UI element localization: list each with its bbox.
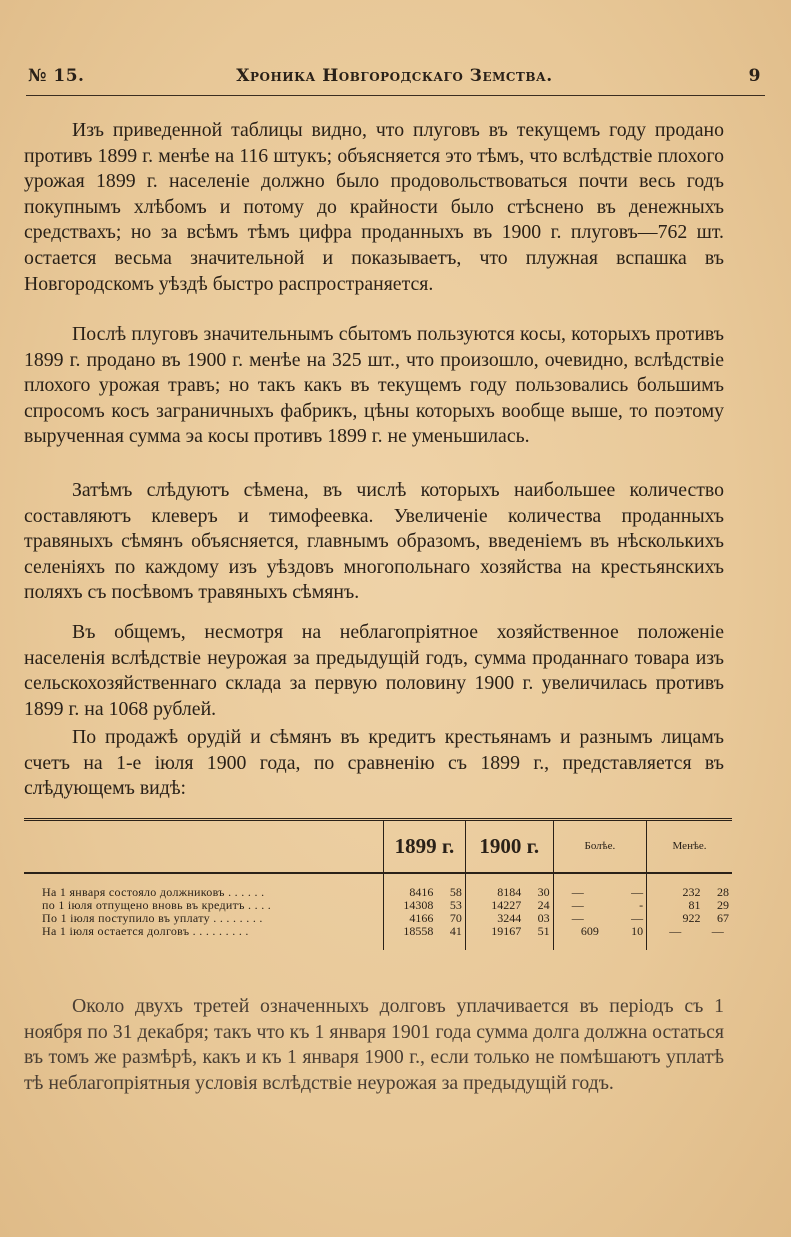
header-1900: 1900 г. [465,820,553,873]
cell-1900-rub: 14227 [465,899,524,912]
page-number: 9 [748,66,761,86]
paragraph-5 [24,725,724,802]
header-empty [24,820,384,873]
paragraph-text: Затѣмъ слѣдуютъ сѣмена, въ числѣ которыхъ наибольшее количество составляютъ клеверъ и тимофеевка. Увеличеніе количества проданныхъ травяныхъ сѣмянъ объясняется, главнымъ образомъ, введеніемъ въ нѣсколькихъ селеніяхъ по каждому изъ уѣздовъ многопольнаго хозяйства на крестьянскихъ поляхъ съ посѣвомъ травяныхъ сѣмянъ. [24,479,724,604]
row-label: На 1 іюля остается долговъ . . . . . . . . . [42,924,249,938]
header-more: Болѣе. [553,820,646,873]
cell-more-rub: 609 [553,925,602,938]
cell-1900-rub: 19167 [465,925,524,938]
issue-number: № 15. [28,66,85,86]
cell-1900-kop: 24 [537,898,550,912]
paragraph-2 [24,322,724,450]
cell-less-rub: 232 [647,886,704,899]
paragraph-text: Около двухъ третей означенныхъ долговъ уплачивается въ періодъ съ 1 ноября по 31 декабря; такъ что къ 1 января 1901 года сумма долга должна остаться въ томъ же размѣрѣ, какъ и къ 1 января 1900 г., если только не помѣшаютъ уплатѣ тѣ неблагопріятныя условія вслѣдствіе неурожая за предыдущій годъ. [24,995,724,1094]
page-header [28,66,761,92]
paragraph-3 [24,478,724,606]
cell-less-rub: 81 [647,899,704,912]
cell-1899-kop: 41 [449,924,462,938]
table-header-row [24,820,732,873]
cell-1899-kop: 58 [449,885,462,899]
cell-less-kop: 29 [717,898,729,912]
cell-less-kop: 67 [717,911,729,925]
paragraph-6 [24,994,724,1096]
cell-less-rub: — [647,925,704,938]
cell-more-kop: 10 [631,924,644,938]
header-1899: 1899 г. [384,820,466,873]
cell-more-rub: — [553,886,602,899]
table-row [24,925,732,938]
cell-more-kop: — [631,911,644,925]
paragraph-text: Изъ приведенной таблицы видно, что плуговъ въ текущемъ году продано противъ 1899 г. менѣе на 116 штукъ; объясняется это тѣмъ, что вслѣдствіе плохого урожая 1899 г. населеніе должно было продовольствоваться почти весь годъ покупнымъ хлѣбомъ и потому до крайности было стѣснено въ денежныхъ средствахъ; но за всѣмъ тѣмъ цифра проданныхъ въ 1900 г. плуговъ—762 шт. остается весьма значительной и показываетъ, что плужная вспашка въ Новгородскомъ уѣздѣ быстро распространяется. [24,119,724,295]
cell-more-rub: — [553,912,602,925]
credit-table [24,820,732,950]
cell-1900-kop: 51 [537,924,550,938]
header-less: Менѣе. [647,820,732,873]
running-title: Хроника Новгородскаго Земства. [236,66,553,86]
cell-less-rub: 922 [647,912,704,925]
cell-more-rub: — [553,899,602,912]
paragraph-text: Послѣ плуговъ значительнымъ сбытомъ пользуются косы, которыхъ противъ 1899 г. продано въ 1900 г. менѣе на 325 шт., что произошло, очевидно, вслѣдствіе плохого урожая травъ; но такъ какъ въ текущемъ году пользовались большимъ спросомъ косъ заграничныхъ фабрикъ, цѣны которыхъ вообще выше, то поэтому вырученная сумма эа косы противъ 1899 г. не уменьшилась. [24,323,724,448]
cell-1899-rub: 18558 [384,925,437,938]
cell-1899-kop: 70 [449,911,462,925]
row-label: по 1 іюля отпущено вновь въ кредитъ . . . . [42,898,272,912]
paragraph-text: По продажѣ орудій и сѣмянъ въ кредитъ крестьянамъ и разнымъ лицамъ счетъ на 1-е іюля 1900 года, по сравненію съ 1899 г., представляется въ слѣдующемъ видѣ: [24,726,724,800]
cell-1900-rub: 8184 [465,886,524,899]
cell-less-kop: — [711,924,724,938]
row-label: По 1 іюля поступило въ уплату . . . . . . . . [42,911,263,925]
cell-1899-rub: 4166 [384,912,437,925]
header-rule [26,95,765,96]
row-label: На 1 января состояло должниковъ . . . . . . [42,885,265,899]
cell-1900-rub: 3244 [465,912,524,925]
cell-1899-rub: 14308 [384,899,437,912]
cell-less-kop: 28 [717,885,729,899]
cell-1900-kop: 30 [537,885,550,899]
cell-1900-kop: 03 [537,911,550,925]
cell-1899-kop: 53 [449,898,462,912]
paragraph-1 [24,118,724,297]
cell-more-kop: - [639,898,644,912]
cell-more-kop: — [631,885,644,899]
table-tail-row [24,938,732,950]
cell-1899-rub: 8416 [384,886,437,899]
paragraph-4 [24,620,724,722]
paragraph-text: Въ общемъ, несмотря на неблагопріятное хозяйственное положеніе населенія вслѣдствіе неурожая за предыдущій годъ, сумма проданнаго товара изъ сельскохозяйственнаго склада за первую половину 1900 г. увеличилась противъ 1899 г. на 1068 рублей. [24,621,724,720]
